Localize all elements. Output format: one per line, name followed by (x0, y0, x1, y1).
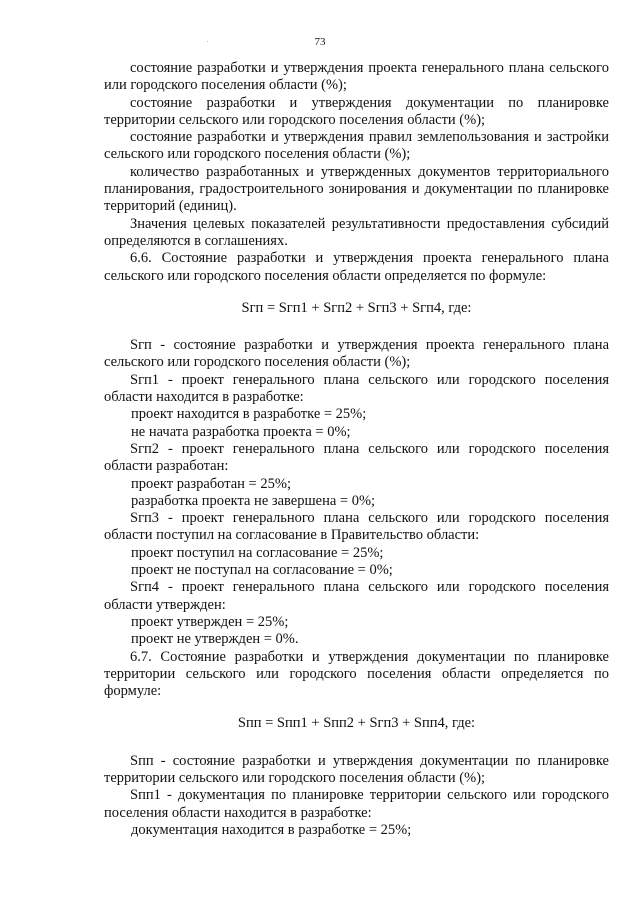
paragraph: состояние разработки и утверждения проекта генерального плана сельского или городского поселения области (%); (104, 60, 609, 94)
paragraph: проект поступил на согласование = 25%; (131, 544, 384, 561)
paragraph: количество разработанных и утвержденных документов территориального планирования, градостроительного зонирования и документации по планировке территорий (единиц). (104, 163, 609, 215)
paragraph: проект разработан = 25%; (131, 475, 291, 492)
paragraph: Sгп2 - проект генерального плана сельского или городского поселения области разработан: (104, 440, 609, 475)
paragraph: Sпп1 - документация по планировке территории сельского или городского поселения области находится в разработке: (104, 787, 609, 821)
paragraph: 6.6. Состояние разработки и утверждения проекта генерального плана сельского или городского поселения области определяется по формуле: (104, 250, 609, 284)
page-number: 73 (314, 36, 326, 48)
paragraph: разработка проекта не завершена = 0%; (131, 492, 376, 509)
paragraph: Sпп - состояние разработки и утверждения документации по планировке территории сельского или городского поселения области (%); (104, 752, 609, 786)
paragraph: проект утвержден = 25%; (131, 613, 289, 630)
formula: Sпп = Sпп1 + Sпп2 + Sгп3 + Sпп4, где: (237, 715, 476, 732)
document-body (104, 60, 609, 839)
paragraph: проект не поступал на согласование = 0%; (131, 562, 393, 579)
paragraph: Sгп3 - проект генерального плана сельского или городского поселения области поступил на согласование в Правительство области: (104, 510, 609, 544)
paragraph: документация находится в разработке = 25%; (131, 821, 412, 838)
paragraph: проект находится в разработке = 25%; (131, 406, 367, 423)
paragraph: не начата разработка проекта = 0%; (131, 423, 351, 440)
paragraph: Sгп - состояние разработки и утверждения проекта генерального плана сельского или городского поселения области (%); (104, 337, 609, 371)
paragraph: Sгп4 - проект генерального плана сельского или городского поселения области утвержден: (104, 579, 609, 613)
paragraph: 6.7. Состояние разработки и утверждения документации по планировке территории сельского или городского поселения области определяется по формуле: (104, 648, 609, 700)
paragraph: Sгп1 - проект генерального плана сельского или городского поселения области находится в разработке: (104, 371, 609, 406)
paragraph: состояние разработки и утверждения документации по планировке территории сельского или городского поселения области (%); (104, 94, 609, 128)
formula: Sгп = Sгп1 + Sгп2 + Sгп3 + Sгп4, где: (241, 299, 472, 316)
paragraph: проект не утвержден = 0%. (131, 631, 299, 648)
paragraph: Значения целевых показателей результативности предоставления субсидий определяются в соглашениях. (104, 215, 609, 249)
paragraph: состояние разработки и утверждения правил землепользования и застройки сельского или городского поселения области (%); (104, 129, 609, 163)
